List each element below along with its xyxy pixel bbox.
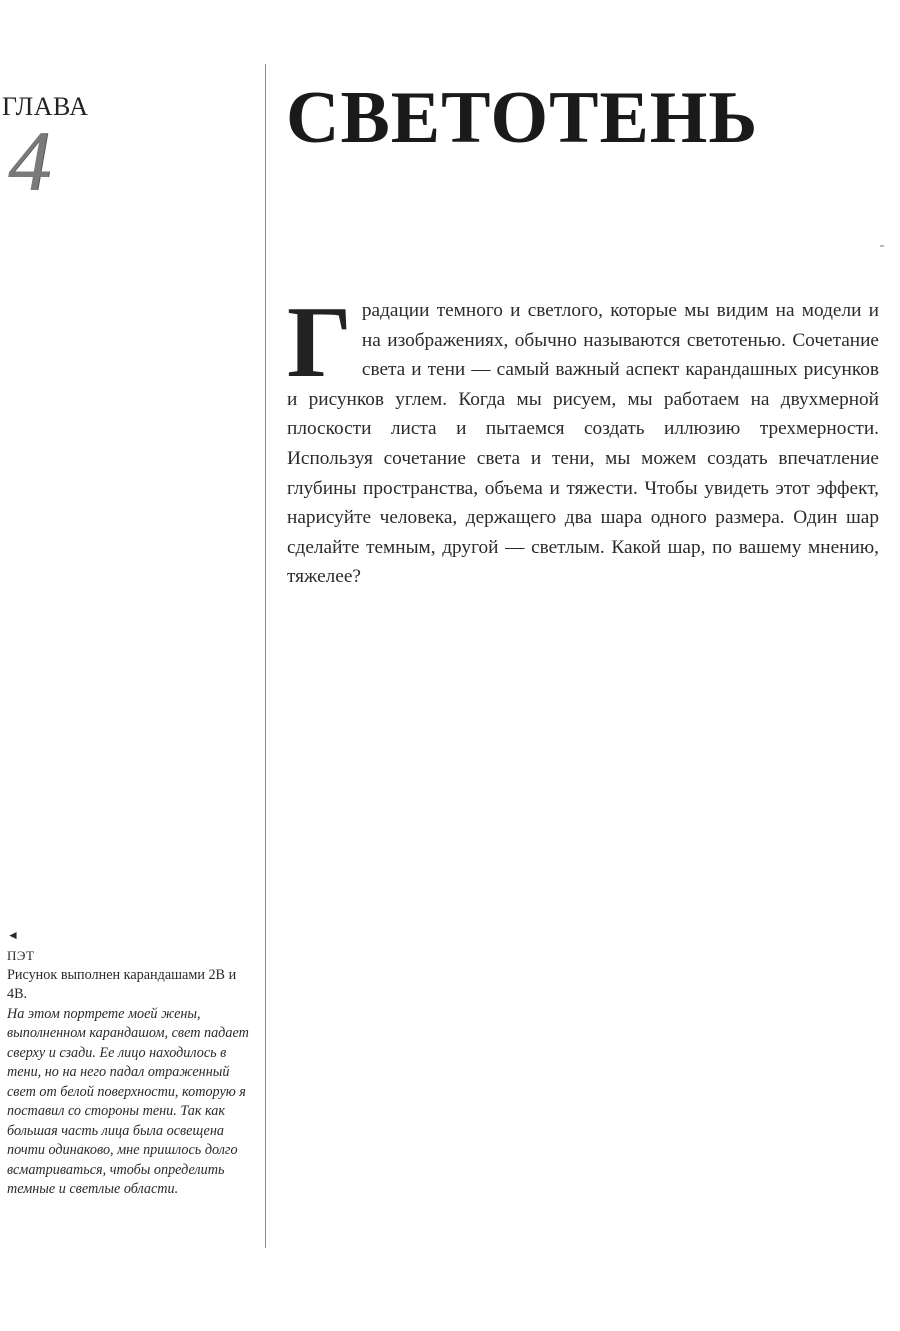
drop-cap: Г: [287, 286, 352, 399]
body-paragraph: [287, 286, 879, 592]
body-text: радации темного и светлого, которые мы видим на модели и на изображениях, обычно называются светотенью. Сочетание света и тени — самый важный аспект карандашных рисунков и рисунков углем. Когда мы рисуем, мы работаем на двухмерной плоскости листа и пытаемся создать иллюзию трехмерности. Используя сочетание света и тени, мы можем создать впечатление глубины пространства, объема и тяжести. Чтобы увидеть этот эффект, нарисуйте человека, держащего два шара одного размера. Один шар сделайте темным, другой — светлым. Какой шар, по вашему мнению, тяжелее?: [287, 300, 879, 588]
caption-title: ПЭТ: [7, 948, 35, 963]
chapter-number: 4: [8, 113, 51, 209]
figure-caption: [7, 928, 252, 1200]
page-title: СВЕТОТЕНЬ: [286, 77, 759, 159]
caption-description: На этом портрете моей жены, выполненном карандашом, свет падает сверху и сзади. Ее лицо находилось в тени, но на него падал отраженный свет от белой поверхности, которую я поставил со стороны тени. Так как большая часть лица была освещена почти одинаково, мне пришлось долго всматриваться, чтобы определить темные и светлые области.: [7, 1005, 249, 1197]
left-arrow-icon: ◄: [7, 928, 19, 942]
scan-speck: [880, 245, 884, 247]
vertical-divider: [265, 64, 266, 1248]
chapter-label: ГЛАВА: [2, 92, 89, 121]
caption-medium: Рисунок выполнен карандашами 2B и 4B.: [7, 966, 237, 1002]
